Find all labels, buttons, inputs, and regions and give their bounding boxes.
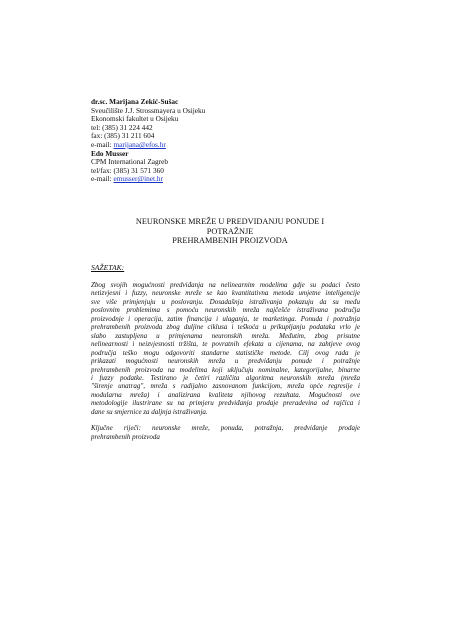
abstract-line: proizvodnje i operacija, zatim financija i ulaganja, te marketinga. Ponuda i potražnja <box>91 314 360 323</box>
author2-telfax: tel/fax: (385) 31 571 360 <box>91 165 164 175</box>
abstract-heading: SAŽETAK: <box>91 263 125 272</box>
author1-fax: fax: (385) 31 211 604 <box>91 131 155 141</box>
abstract-line: poslovnim problemima s pomoću neuronskih mreža najčešće istraživana područja <box>91 306 360 315</box>
keywords-line: Ključne riječi: neuronske mreže, ponuda, potražnja, predviđanje prodaje <box>91 424 360 433</box>
abstract-line: nelinearnosti i neizvjesnosti tržišta, te povratnih efekata u cijenama, na zahtjeve ovog <box>91 340 360 349</box>
paragraph-gap <box>91 416 360 424</box>
author1-email-link[interactable]: marijana@efos.hr <box>113 139 166 149</box>
abstract-line: prikazati mogućnosti neuronskih mreža u predviđanju ponude i potražnje <box>91 357 360 366</box>
author2-org: CPM International Zagreb <box>91 157 169 167</box>
email-label: e-mail: <box>91 174 114 184</box>
abstract-line: sve više primjenjuju u poslovanju. Dosadašnja istraživanja pokazuju da su među <box>91 297 360 306</box>
author1-email-line <box>91 141 391 150</box>
abstract-body <box>91 281 360 441</box>
author1-faculty: Ekonomski fakultet u Osijeku <box>91 114 179 124</box>
title-line: NEURONSKE MREŽE U PREDVIDANJU PONUDE I <box>135 217 325 226</box>
abstract-line: dane su smjernice za daljnja istraživanja. <box>91 407 208 416</box>
author2-name: Edo Musser <box>91 148 129 158</box>
abstract-line: "širenje unatrag", mreža s radijalno zasnovanom funkcijom, mreža opće regresije i <box>91 382 360 391</box>
title-line: POTRAŽNJE <box>206 226 254 236</box>
author-block <box>91 98 391 184</box>
abstract-line: područja teško mogu odgovoriti standarne statističke metode. Cilj ovog rada je <box>91 348 360 357</box>
abstract-line: netizvjesni i fuzzy, neuronske mreže se kao kvantitativna metoda umjetne inteligencije <box>91 289 360 298</box>
abstract-line: slabo zastupljena u primjenama neuronskih mreža. Međutim, zbog prisutne <box>91 331 360 340</box>
email-label: e-mail: <box>91 139 114 149</box>
abstract-line: prehrambenih proizvoda na modelima koji uključuju nominalne, kategorijalne, binarne <box>91 365 360 374</box>
abstract-line: modularna mreža) i analizirana kvaliteta njihovog rezultata. Mogućnosti ove <box>91 390 360 399</box>
author1-tel: tel: (385) 31 224 442 <box>91 122 153 132</box>
author1-university: Sveučilište J.J. Strossmayera u Osijeku <box>91 105 206 115</box>
abstract-line: i fuzzy podatke. Testirano je četiri različita algoritma neuronskih mreža (mreža <box>91 373 360 382</box>
author2-email-link[interactable]: emusser@inet.hr <box>113 174 163 184</box>
author1-name: dr.sc. Marijana Zekić-Sušac <box>91 97 179 106</box>
abstract-line: prehrambenih proizvoda zbog duljine ciklusa i teškoća u prikupljanju podataka vrlo je <box>91 323 360 332</box>
abstract-line: Zbog svojih mogućnosti predviđanja na nelinearnim modelima gdje su podaci često <box>91 281 360 289</box>
paper-title <box>91 217 369 246</box>
author2-email-line <box>91 175 391 184</box>
title-line: PREHRAMBENIH PROIZVODA <box>172 236 288 246</box>
abstract-line: metodologije ilustrirane su na primjeru predviđanja prodaje preradevina od rajčica i <box>91 399 360 408</box>
keywords-line: prehrambenih proizvoda <box>91 432 160 441</box>
